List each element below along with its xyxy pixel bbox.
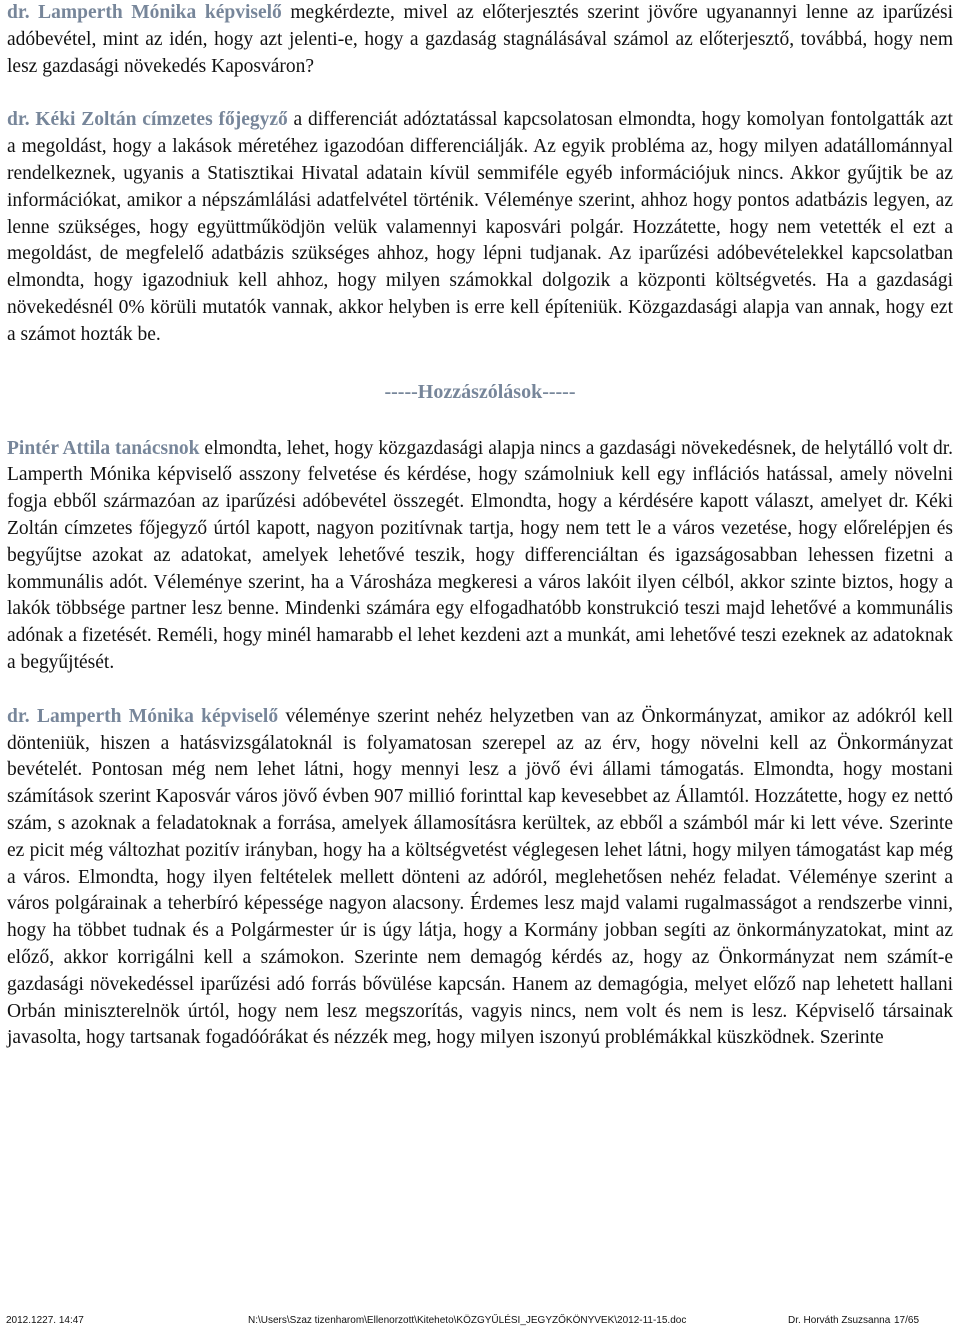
footer-page-number: 17/65	[894, 1315, 920, 1326]
speaker-name: dr. Kéki Zoltán címzetes főjegyző	[7, 109, 288, 131]
document-page	[7, 0, 953, 1052]
paragraph-keki-answer	[7, 107, 953, 348]
paragraph-pinter-comment	[7, 436, 953, 677]
paragraph-text: a differenciát adóztatással kapcsolatosan elmondta, hogy komolyan fontolgatták azt a megoldást, hogy a lakások méretéhez igazodóan differenciálják. Az egyik probléma az, hogy milyen adatállománnyal rendelkeznek, ugyanis a Statisztikai Hivatal adatain kívül semmiféle egyéb információjuk nincs. Akkor gyűjtik be az információkat, amikor a népszámlálási adatfelvétel történik. Véleménye szerint, ahhoz hogy pontos adatbázis legyen, az lenne szükséges, hogy együttműködjön velük valamennyi kaposvári polgár. Hozzátette, hogy nem vetették el ezt a megoldást, de megfelelő adatbázis szükséges ahhoz, hogy lépni tudjanak. Az iparűzési adóbevételekkel kapcsolatban elmondta, hogy igazodniuk kell ahhoz, hogy milyen számokkal dolgozik a központi költségvetés. Ha a gazdasági növekedésnél 0% körüli mutatók vannak, akkor helyben is erre kell építeniük. Közgazdasági alapja van annak, hogy ezt a számot hozták be.	[7, 109, 953, 345]
section-heading: -----Hozzászólások-----	[384, 380, 576, 403]
page-footer	[0, 1313, 960, 1328]
footer-date: 2012.1227. 14:47	[6, 1315, 84, 1326]
paragraph-text: elmondta, lehet, hogy közgazdasági alapja nincs a gazdasági növekedésnek, de helytálló volt dr. Lamperth Mónika képviselő asszony felvetése és kérdése, hogy számolniuk kell egy inflációs hatással, amely növelni fogja ebből származóan az iparűzési adóbevétel összegét. Elmondta, hogy a kérdésére kapott választ, amelyet dr. Kéki Zoltán címzetes főjegyző úrtól kapott, nagyon pozitívnak tartja, hogy nem tett le a város vezetése, hogy előrelépjen és begyűjtse azokat az adatokat, amelyek lehetővé teszik, hogy differenciáltan és igazságosabban lehessen fizetni a kommunális adót. Véleménye szerint, ha a Városháza megkeresi a város lakóit ilyen célból, akkor szinte biztos, hogy a lakók többsége partner lesz benne. Mindenki számára egy elfogadhatóbb konstrukció teszi majd lehetővé a kommunális adónak a fizetését. Reméli, hogy minél hamarabb el lehet kezdeni azt a munkát, ami lehetővé teszi ezeknek az adatoknak a begyűjtését.	[7, 437, 953, 673]
paragraph-gap	[7, 80, 953, 107]
paragraph-text: véleménye szerint nehéz helyzetben van az Önkormányzat, amikor az adókról kell dönteniük, hiszen a hatásvizsgálatoknál is folyamatosan szerepel az az érv, hogy növelni kell az Önkormányzat bevételét. Pontosan még nem lehet látni, hogy mennyi lesz a jövő évi állami támogatás. Elmondta, hogy mostani számítások szerint Kaposvár város jövő évben 907 millió forinttal kap kevesebbet az Államtól. Hozzátette, hogy ez nettó szám, s azoknak a feladatoknak a forrása, amelyek államosításra kerültek, az ebből a számból már ki lett véve. Szerinte ez picit még változhat pozitív irányban, hogy ha a költségvetést véglegesen lehet látni, hogy milyen támogatást kap még a város. Elmondta, hogy ilyen feltételek mellett dönteni az adóról, meglehetősen nehéz feladat. Véleménye szerint a város polgárainak a teherbíró képessége nagyon alacsony. Érdemes lesz majd valami rugalmasságot a rendszerbe vinni, hogy ha többet tudnak és a Polgármester úr is úgy látja, hogy a Kormány jobban segíti az önkormányzatokat, mint az előző, akkor korrigálni kell a számokon. Szerinte nem demagóg kérdés az, hogy az Önkormányzat nem számít-e gazdasági növekedéssel iparűzési adó forrás bővülése kapcsán. Hanem az demagógia, melyet előző nap lehetett hallani Orbán miniszterelnök úrtól, hogy nem lesz megszorítás, vagyis nincs, nem volt és nem is lesz. Képviselő társainak javasolta, hogy tartsanak fogadóórákat és nézzék meg, hogy milyen iszonyú problémákkal küszködnek. Szerinte	[7, 705, 954, 1049]
paragraph-lamperth-question	[7, 0, 953, 80]
speaker-name: dr. Lamperth Mónika képviselő	[7, 705, 279, 727]
speaker-name: dr. Lamperth Mónika képviselő	[7, 2, 282, 23]
speaker-name: Pintér Attila tanácsnok	[7, 437, 200, 459]
footer-author: Dr. Horváth Zsuzsanna	[788, 1315, 891, 1326]
paragraph-lamperth-comment	[7, 704, 953, 1052]
footer-file-path: N:\Users\Szaz tizenharom\Ellenorzott\Kiteheto\KÖZGYŰLÉSI_JEGYZŐKÖNYVEK\2012-11-15.doc	[248, 1315, 687, 1326]
paragraph-gap	[7, 677, 953, 704]
paragraph-text: megkérdezte, mivel az előterjesztés szerint jövőre ugyanannyi lenne az iparűzési adóbevétel, mint az idén, hogy azt jelenti-e, hogy a gazdaság stagnálásával számol az előterjesztő, továbbá, hogy nem lesz gazdasági növekedés Kaposváron?	[7, 2, 953, 77]
